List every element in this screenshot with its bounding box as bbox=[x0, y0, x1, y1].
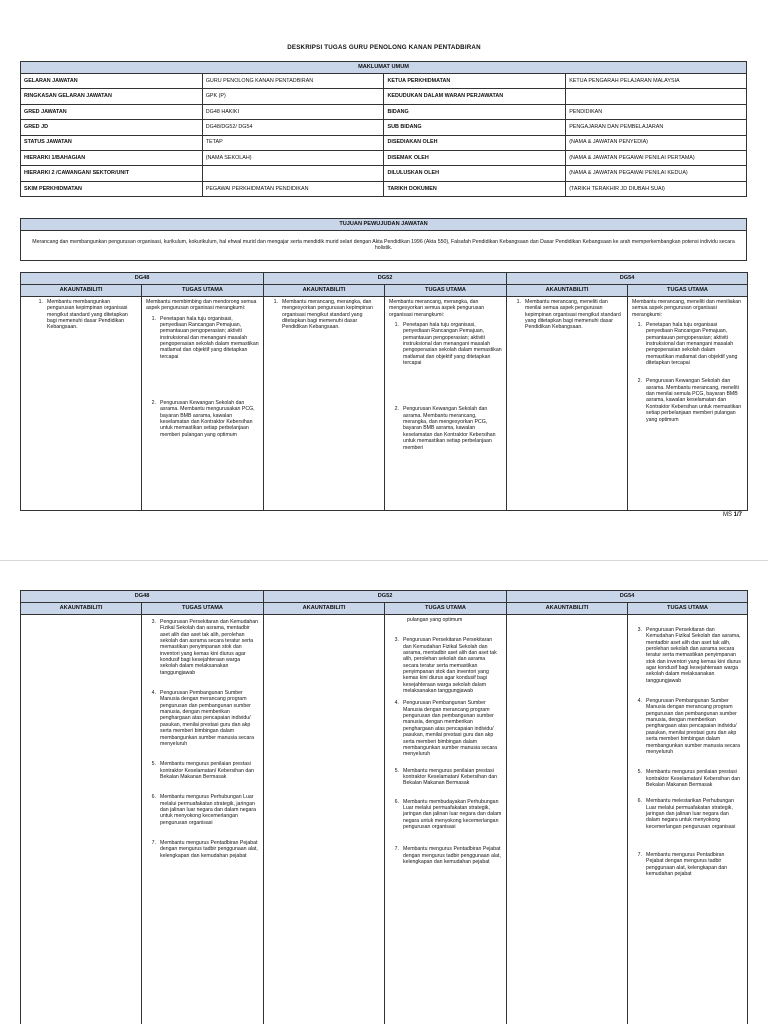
dg54-akauntabiliti-cell bbox=[507, 615, 628, 1024]
dg52-akauntabiliti-cell bbox=[264, 615, 385, 1024]
field-value: (NAMA SEKOLAH) bbox=[202, 150, 384, 165]
column-header-akauntabiliti: AKAUNTABILITI bbox=[21, 603, 142, 615]
item-number: 6. bbox=[151, 794, 156, 801]
dg48-tugas-cell bbox=[142, 297, 264, 511]
maklumat-row bbox=[21, 181, 747, 196]
dg48-tugas-cell bbox=[142, 615, 264, 1024]
field-label: DISEDIAKAN OLEH bbox=[384, 135, 566, 150]
field-label: STATUS JAWATAN bbox=[21, 135, 203, 150]
field-label: KEDUDUKAN DALAM WARAN PERJAWATAN bbox=[384, 89, 566, 104]
list-item bbox=[146, 619, 259, 676]
dg54-tugas-cell bbox=[628, 615, 748, 1024]
item-number: 1. bbox=[273, 299, 278, 305]
column-header-akauntabiliti: AKAUNTABILITI bbox=[507, 603, 628, 615]
field-label: GRED JAWATAN bbox=[21, 104, 203, 119]
field-value: DG48/DG52/ DG54 bbox=[202, 120, 384, 135]
item-number: 1. bbox=[151, 315, 156, 322]
grade-header-dg54: DG54 bbox=[507, 591, 748, 603]
item-text: Membantu mengurus Pentadbiran Pejabat dengan mengurus tadbir penggunaan alat, kelengkapan dan kemudahan pejabat bbox=[646, 851, 728, 877]
dg52-akauntabiliti-cell bbox=[264, 297, 385, 511]
grade-header-dg48: DG48 bbox=[21, 591, 264, 603]
maklumat-row bbox=[21, 150, 747, 165]
list-item bbox=[389, 637, 502, 694]
dg54-akauntabiliti-cell bbox=[507, 297, 628, 511]
list-item bbox=[146, 840, 259, 859]
field-value: GURU PENOLONG KANAN PENTADBIRAN bbox=[202, 74, 384, 89]
field-label: GRED JD bbox=[21, 120, 203, 135]
item-text: Membantu mengurus penilaian prestasi kontraktor Keselamatan/ Kebersihan dan Bekalan Makanan Bermasak bbox=[403, 767, 498, 787]
item-text: Membantu mengurus Perhubungan Luar melalui permuafakatan strategik, jaringan dan jalinan luar negara dan dalam negara untuk menyokong kecemerlangan pengurusan organisasi bbox=[160, 794, 257, 826]
field-label: GELARAN JAWATAN bbox=[21, 74, 203, 89]
tugas-intro: Membantu merancang, merangka, dan mengesyorkan semua aspek pengurusan organisasi merangkumi: bbox=[389, 299, 485, 318]
item-text: Membantu merancang, meneliti dan menilai semua aspek pengurusan kepimpinan organisasi mengikut standard yang ditetapkan bagi memenuhi dasar Pendidikan Kebangsaan. bbox=[525, 299, 621, 331]
item-text: Penetapan hala tuju organisasi, penyediaan Rancangan Pemajuan, pemantauan pengoperasian; aktiviti instruksional dan menangani masalah pengoperasian sekolah dalam memastikan matlamat dan objektif yang ditetapkan tercapai bbox=[403, 322, 502, 367]
item-number: 1. bbox=[516, 299, 521, 305]
list-item bbox=[389, 799, 502, 831]
item-text: Pengurusan Pembangunan Sumber Manusia dengan merancang program pengurusan dan pembangunan sumber manusia, dengan memberikan penghargaan atas pencapaian individu/ pasukan, menilai prestasi guru dan akp serta memberi bimbingan dalam membangunkan sumber manusia secara menyeluruh bbox=[403, 700, 498, 758]
column-header-akauntabiliti: AKAUNTABILITI bbox=[21, 285, 142, 297]
field-value: PENDIDIKAN bbox=[566, 104, 747, 119]
field-value: DG48 HAKIKI bbox=[202, 104, 384, 119]
item-number: 5. bbox=[637, 769, 642, 776]
tujuan-text: Merancang dan membangunkan pengurusan organisasi, kurikulum, kokurikulum, hal ehwal murid dan mengajar serta mendidik murid selari dengan Akta Pendidikan 1996 (Akta 550), Falsafah Pendidikan Kebangsaan dan Dasar Pendidikan Kebangsaan ke arah memperkembangkan potensi individu secara holistik. bbox=[21, 230, 747, 260]
list-item bbox=[632, 698, 743, 755]
maklumat-umum-header: MAKLUMAT UMUM bbox=[21, 62, 747, 74]
column-header-tugas-utama: TUGAS UTAMA bbox=[385, 603, 507, 615]
item-number: 7. bbox=[151, 839, 156, 846]
item-text: Membantu mengurus penilaian prestasi kontraktor Keselamatan/ Kebersihan dan Bekalan Makanan Bermasak bbox=[160, 761, 255, 780]
field-value: PEGAWAI PERKHIDMATAN PENDIDIKAN bbox=[202, 181, 384, 196]
column-header-tugas-utama: TUGAS UTAMA bbox=[628, 285, 748, 297]
field-value: TETAP bbox=[202, 135, 384, 150]
list-item bbox=[389, 768, 502, 787]
field-value: (NAMA & JAWATAN PENYEDIA) bbox=[566, 135, 747, 150]
item-number: 3. bbox=[151, 619, 156, 625]
item-number: 1. bbox=[637, 322, 642, 329]
field-label: SKIM PERKHIDMATAN bbox=[21, 181, 203, 196]
item-number: 5. bbox=[151, 761, 156, 768]
column-header-akauntabiliti: AKAUNTABILITI bbox=[507, 285, 628, 297]
list-item bbox=[146, 690, 259, 747]
item-number: 4. bbox=[151, 690, 156, 697]
maklumat-row bbox=[21, 166, 747, 181]
field-value: PENGAJARAN DAN PEMBELAJARAN bbox=[566, 120, 747, 135]
field-value: GPK (P) bbox=[202, 89, 384, 104]
accountability-table-page-1 bbox=[20, 272, 748, 511]
field-label: HIERARKI 1/BAHAGIAN bbox=[21, 150, 203, 165]
field-value bbox=[566, 89, 747, 104]
field-label: BIDANG bbox=[384, 104, 566, 119]
field-label: TARIKH DOKUMEN bbox=[384, 181, 566, 196]
field-label: DILULUSKAN OLEH bbox=[384, 166, 566, 181]
item-number: 2. bbox=[394, 406, 399, 413]
field-label: RINGKASAN GELARAN JAWATAN bbox=[21, 89, 203, 104]
list-item bbox=[632, 627, 743, 684]
field-label: SUB BIDANG bbox=[384, 120, 566, 135]
dg48-akauntabiliti-cell bbox=[21, 297, 142, 511]
page-number-value: 1/7 bbox=[733, 512, 743, 518]
accountability-table-page-2 bbox=[20, 590, 748, 1024]
field-value: (NAMA & JAWATAN PEGAWAI PENILAI KEDUA) bbox=[566, 166, 747, 181]
field-value: (TARIKH TERAKHIR JD DIUBAH SUAI) bbox=[566, 181, 747, 196]
carry-over-text: pulangan yang optimum bbox=[407, 617, 463, 623]
column-header-tugas-utama: TUGAS UTAMA bbox=[385, 285, 507, 297]
list-item bbox=[389, 700, 502, 757]
grade-header-dg48: DG48 bbox=[21, 273, 264, 285]
maklumat-umum-table bbox=[20, 61, 747, 197]
list-item bbox=[146, 794, 259, 826]
field-label: KETUA PERKHIDMATAN bbox=[384, 74, 566, 89]
dg48-akauntabiliti-cell bbox=[21, 615, 142, 1024]
item-number: 1. bbox=[394, 322, 399, 329]
item-number: 3. bbox=[394, 637, 399, 644]
field-value: (NAMA & JAWATAN PEGAWAI PENILAI PERTAMA) bbox=[566, 150, 747, 165]
page-number-prefix: MS bbox=[723, 512, 734, 518]
tugas-intro: Membantu membimbing dan mendorong semua aspek pengurusan organisasi merangkumi: bbox=[146, 299, 257, 312]
grade-header-dg52: DG52 bbox=[264, 591, 507, 603]
item-text: Membantu mengurus Pentadbiran Pejabat dengan mengurus tadbir penggunaan alat, kelengkapan dan kemudahan pejabat bbox=[403, 846, 501, 865]
maklumat-row bbox=[21, 120, 747, 135]
maklumat-row bbox=[21, 89, 747, 104]
dg54-tugas-cell bbox=[628, 297, 748, 511]
item-number: 6. bbox=[394, 798, 399, 805]
dg52-tugas-cell bbox=[385, 615, 507, 1024]
item-text: Pengurusan Persekitaran Persekitaran dan Kemudahan Fizikal Sekolah dan asrama, mentadbir aset alih dan aset tak alih, perolehan sekolah dan asrama secara teratur serta memastikan penyimpanan stok dan inventori yang kemas kini diurus agar kondusif bagi kesejahteraan warga sekolah dalam melaksanakan tanggungjawab bbox=[403, 637, 497, 695]
item-number: 4. bbox=[637, 698, 642, 705]
dg52-tugas-cell bbox=[385, 297, 507, 511]
list-item bbox=[389, 846, 502, 865]
item-text: Penetapan hala tuju organisasi, penyediaan Rancangan Pemajuan, pemantauan pengoperasian; aktiviti instruksional dan menangani masalah pengoperasian sekolah dalam memastikan matlamat dan objektif yang ditetapkan tercapai bbox=[160, 315, 259, 360]
item-text: Pengurusan Kewangan Sekolah dan asrama. Membantu mengurusakan PCG, bayaran BMB asrama, kawalan keselamatan dan Kontraktor Kebersihan untuk memastikan setiap perbelanjaan memberi pulangan yang optimum bbox=[160, 400, 255, 438]
item-text: Pengurusan Kewangan Sekolah dan asrama. Membantu merancang, meneliti dan menilai semula PCG, bayaran BMB asrama, kawalan keselamatan dan Kontraktor Kebersihan untuk memastikan setiap perbelanjaan memberi pulangan yang optimum bbox=[646, 378, 742, 423]
column-header-akauntabiliti: AKAUNTABILITI bbox=[264, 285, 385, 297]
item-number: 6. bbox=[637, 798, 642, 805]
item-number: 4. bbox=[394, 700, 399, 707]
item-number: 2. bbox=[151, 400, 156, 407]
item-text: Pengurusan Pembangunan Sumber Manusia dengan merancang program pengurusan dan pembangunan sumber manusia, dengan memberikan penghargaan atas pencapaian individu/ pasukan, menilai prestasi guru dan akp serta memberi bimbingan dalam membangunkan sumber manusia secara menyeluruh bbox=[160, 690, 255, 747]
list-item bbox=[146, 761, 259, 780]
grade-header-dg54: DG54 bbox=[507, 273, 748, 285]
item-number: 3. bbox=[637, 627, 642, 633]
item-number: 7. bbox=[637, 851, 642, 858]
field-label: DISEMAK OLEH bbox=[384, 150, 566, 165]
item-text: Pengurusan Persekitaran dan Kemudahan Fizikal Sekolah dan asrama, mentadbir aset alih dan aset tak alih, perolehan sekolah dan asrama secara teratur serta memastikan penyimpanan stok dan inventori yang kemas kini diurus agar kondusif bagi kesejahteraan warga sekolah dalam melaksanakan tanggungjawab bbox=[160, 619, 259, 676]
tujuan-table bbox=[20, 218, 747, 261]
field-value bbox=[202, 166, 384, 181]
field-value: KETUA PENGARAH PELAJARAN MALAYSIA bbox=[566, 74, 747, 89]
tugas-intro: Membantu merancang, meneliti dan meniliakan semua aspek pengurusan organisasi merangkumi: bbox=[632, 299, 741, 318]
column-header-tugas-utama: TUGAS UTAMA bbox=[142, 285, 264, 297]
list-item bbox=[632, 852, 743, 877]
maklumat-row bbox=[21, 104, 747, 119]
item-text: Membantu merancang, merangka, dan mengesyorkan pengurusan kepimpinan organisasi mengikut standard yang ditetapkan bagi memenuhi dasar Pendidikan Kebangsaan. bbox=[282, 299, 373, 331]
column-header-tugas-utama: TUGAS UTAMA bbox=[628, 603, 748, 615]
item-number: 7. bbox=[394, 846, 399, 853]
item-text: Pengurusan Pembangunan Sumber Manusia dengan merancang program pengurusan dan pembangunan sumber manusia, dengan memberikan penghargaan atas pencapaian individu/ pasukan, menilai prestasi guru dan akp serta memberi bimbingan dalam membangunkan sumber manusia secara menyeluruh bbox=[646, 698, 741, 755]
list-item bbox=[632, 769, 743, 788]
tujuan-header: TUJUAN PEWUJUDAN JAWATAN bbox=[21, 219, 747, 231]
column-header-tugas-utama: TUGAS UTAMA bbox=[142, 603, 264, 615]
item-text: Penetapan hala tuju organisasi penyediaan Rancangan Pemajuan, pemantauan pengoperasian; aktiviti instruksional dan menangani masalah pengoperasian sekolah dalam memastikan matlamat dan objektif yang ditetapkan tercapai bbox=[646, 322, 738, 367]
field-label: HIERARKI 2 /CAWANGAN/ SEKTOR/UNIT bbox=[21, 166, 203, 181]
maklumat-row bbox=[21, 74, 747, 89]
item-text: Membantu melestarikan Perhubungan Luar melalui permuafakatan strategik, jaringan dan jalinan luar negara dan dalam negara untuk menyokong kecemerlangan pengurusan organisasi bbox=[646, 798, 736, 830]
maklumat-row bbox=[21, 135, 747, 150]
page-number bbox=[723, 512, 742, 518]
column-header-akauntabiliti: AKAUNTABILITI bbox=[264, 603, 385, 615]
item-text: Membantu membudayakan Perhubungan Luar melalui permuafakatan strategik, jaringan dan jalinan luar negara dan dalam negara untuk menyokong kecemerlangan pengurusan organisasi bbox=[403, 798, 502, 830]
item-number: 1. bbox=[38, 299, 43, 305]
item-text: Membantu mengurus Pentadbiran Pejabat dengan mengurus tadbir penggunaan alat, kelengkapan dan kemudahan pejabat bbox=[160, 839, 258, 859]
item-number: 5. bbox=[394, 767, 399, 774]
grade-header-dg52: DG52 bbox=[264, 273, 507, 285]
document-title: DESKRIPSI TUGAS GURU PENOLONG KANAN PENTADBIRAN bbox=[287, 44, 481, 51]
item-text: Pengurusan Persekitaran dan Kemudahan Fizikal Sekolah dan asrama, mentadbir aset alih dan aset tak alih, perolehan sekolah dan asrama secara teratur serta memastikan penyimpanan stok dan inventori yang kemas kini diurus agar kondusif bagi kesejahteraan warga sekolah dalam melaksanakan tanggungjawab bbox=[646, 627, 741, 684]
item-text: Membantu mengurus penilaian prestasi kontraktor Keselamatan/ Kebersihan dan Bekalan Makanan Bermasak bbox=[646, 769, 741, 788]
list-item bbox=[632, 798, 743, 830]
item-number: 2. bbox=[637, 378, 642, 385]
item-text: Pengurusan Kewangan Sekolah dan asrama. Membantu merancang, merangka, dan mengesyorkan PCG, bayaran BMB asrama, kawalan keselamatan dan Kontraktor Kebersihan untuk memastikan setiap perbelanjaan memberi bbox=[403, 406, 496, 451]
item-text: Membantu membangunkan pengurusan kepimpinan organisasi mengikut standard yang ditetapkan bagi memenuhi dasar Pendidikan Kebangsaan. bbox=[47, 299, 128, 331]
